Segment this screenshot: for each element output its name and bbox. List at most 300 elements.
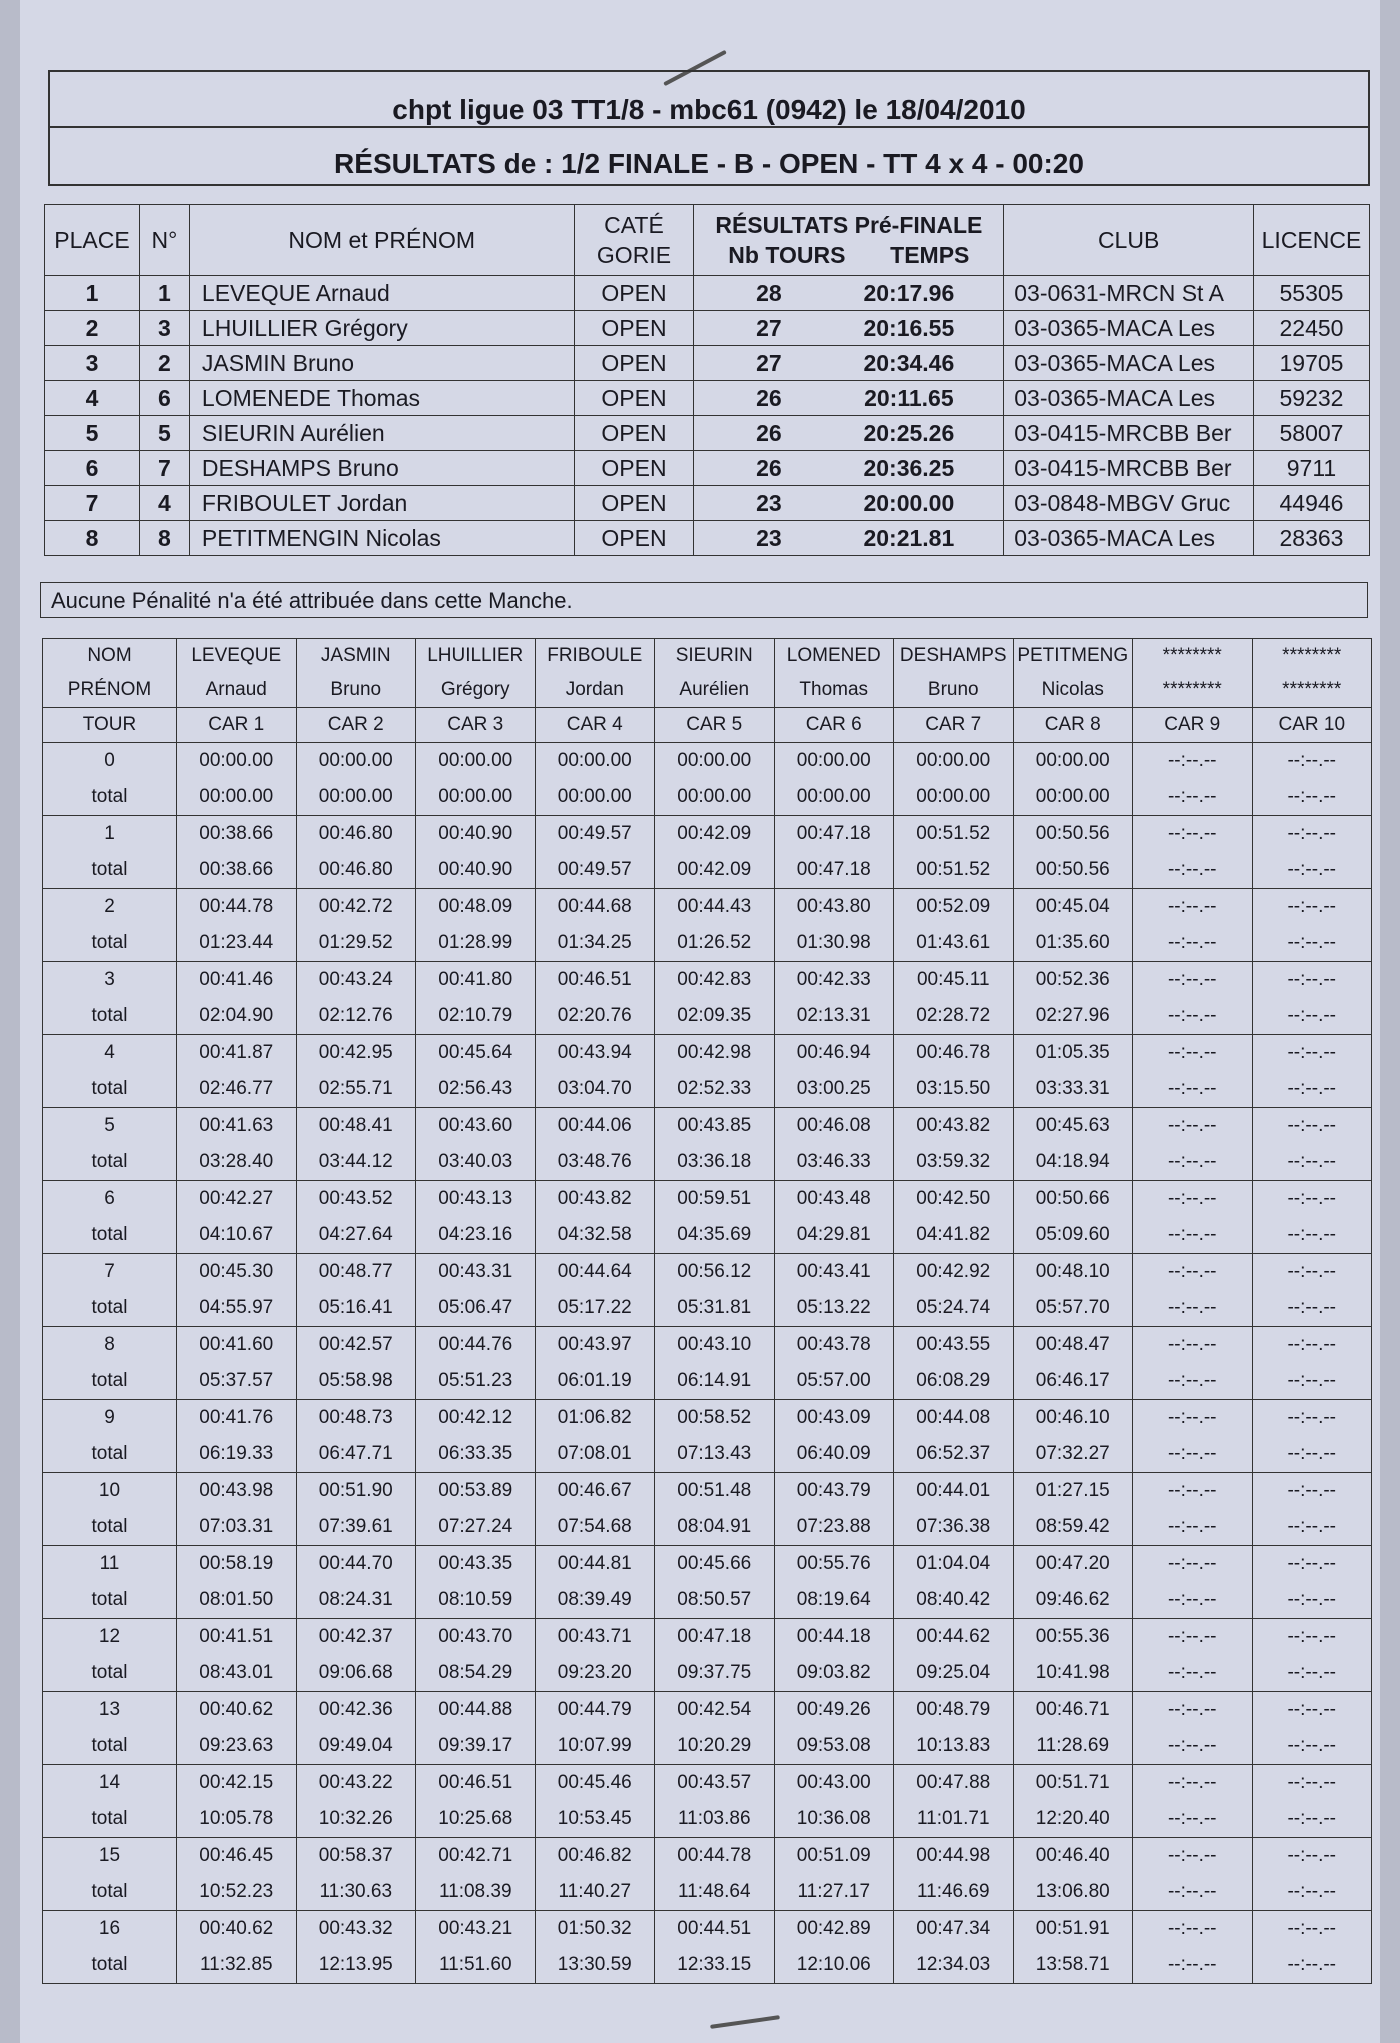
empty-time: --:--.-- [1252,1801,1372,1838]
lap-time: 00:43.10 [655,1327,775,1364]
lap-time: 00:48.73 [296,1400,416,1437]
lap-time-row [43,1035,1372,1072]
result-num: 8 [139,521,189,556]
lap-time: 00:45.66 [655,1546,775,1583]
lap-time-row [43,1765,1372,1802]
lap-time: 00:43.82 [894,1108,1014,1145]
col-prefinale-title: RÉSULTATS Pré-FINALE [715,212,983,238]
cumulative-time: 02:10.79 [416,998,536,1035]
empty-time: --:--.-- [1133,1363,1253,1400]
cumulative-time: 02:55.71 [296,1071,416,1108]
cumulative-time: 02:12.76 [296,998,416,1035]
empty-time: --:--.-- [1252,1290,1372,1327]
cumulative-time: 00:00.00 [177,779,297,816]
lap-time: 00:43.94 [535,1035,655,1072]
lap-time: 00:41.87 [177,1035,297,1072]
lap-time: 01:50.32 [535,1911,655,1948]
empty-time: --:--.-- [1133,998,1253,1035]
lap-time: 00:51.48 [655,1473,775,1510]
cumulative-time: 03:00.25 [774,1071,894,1108]
total-label: total [43,925,177,962]
result-place: 7 [45,486,140,521]
lap-time: 00:43.98 [177,1473,297,1510]
cumulative-time: 00:00.00 [535,779,655,816]
lap-time: 00:44.06 [535,1108,655,1145]
cumulative-time: 05:31.81 [655,1290,775,1327]
lap-time: 00:43.57 [655,1765,775,1802]
lap-total-row [43,1582,1372,1619]
lap-time: 00:41.46 [177,962,297,999]
lap-total-row [43,1217,1372,1254]
lap-time: 00:41.76 [177,1400,297,1437]
lap-time: 01:06.82 [535,1400,655,1437]
empty-time: --:--.-- [1252,1655,1372,1692]
result-row [45,346,1370,381]
empty-time: --:--.-- [1133,1071,1253,1108]
cumulative-time: 00:00.00 [655,779,775,816]
cumulative-time: 11:01.71 [894,1801,1014,1838]
cumulative-time: 12:13.95 [296,1947,416,1984]
lap-time: 00:42.89 [774,1911,894,1948]
total-label: total [43,1363,177,1400]
tour-number: 3 [43,962,177,999]
lap-time: 00:44.08 [894,1400,1014,1437]
cumulative-time: 06:46.17 [1013,1363,1133,1400]
lap-header-nom: ******** [1133,639,1253,674]
result-temps: 20:17.96 [863,279,955,306]
lap-header-car: CAR 3 [416,708,536,743]
lap-time-row [43,1108,1372,1145]
empty-time: --:--.-- [1252,1874,1372,1911]
result-tours [694,381,1004,416]
result-row [45,381,1370,416]
page-title: chpt ligue 03 TT1/8 - mbc61 (0942) le 18/04/2010 [392,94,1026,125]
lap-time-row [43,1546,1372,1583]
lap-time: 00:42.50 [894,1181,1014,1218]
lap-time: 00:38.66 [177,816,297,853]
cumulative-time: 11:08.39 [416,1874,536,1911]
col-tours: Nb TOURS [728,242,846,268]
cumulative-time: 07:54.68 [535,1509,655,1546]
result-tours [694,451,1004,486]
result-licence: 44946 [1253,486,1369,521]
penalty-note: Aucune Pénalité n'a été attribuée dans cette Manche. [40,582,1368,618]
empty-time: --:--.-- [1252,962,1372,999]
cumulative-time: 07:32.27 [1013,1436,1133,1473]
empty-time: --:--.-- [1133,1254,1253,1291]
col-prefinale [694,205,1004,276]
lap-time: 00:52.36 [1013,962,1133,999]
empty-time: --:--.-- [1133,1947,1253,1984]
cumulative-time: 05:57.00 [774,1363,894,1400]
lap-time: 00:47.34 [894,1911,1014,1948]
cumulative-time: 08:04.91 [655,1509,775,1546]
empty-time: --:--.-- [1133,1181,1253,1218]
lap-header-car: CAR 6 [774,708,894,743]
lap-time: 00:44.70 [296,1546,416,1583]
result-tours: 26 [756,454,782,481]
result-club: 03-0365-MACA Les [1004,311,1254,346]
result-row [45,486,1370,521]
lap-time: 00:45.11 [894,962,1014,999]
result-temps: 20:16.55 [863,314,955,341]
cumulative-time: 03:04.70 [535,1071,655,1108]
cumulative-time: 02:04.90 [177,998,297,1035]
empty-time: --:--.-- [1252,1582,1372,1619]
total-label: total [43,1509,177,1546]
empty-time: --:--.-- [1252,1728,1372,1765]
col-place: PLACE [45,205,140,276]
lap-time: 00:52.09 [894,889,1014,926]
lap-time: 00:43.09 [774,1400,894,1437]
cumulative-time: 11:28.69 [1013,1728,1133,1765]
cumulative-time: 10:36.08 [774,1801,894,1838]
cumulative-time: 11:32.85 [177,1947,297,1984]
lap-time: 00:44.18 [774,1619,894,1656]
cumulative-time: 00:46.80 [296,852,416,889]
lap-header-nom: DESHAMPS [894,639,1014,674]
lap-time: 00:43.41 [774,1254,894,1291]
empty-time: --:--.-- [1133,962,1253,999]
cumulative-time: 08:50.57 [655,1582,775,1619]
lap-header-nom: SIEURIN [655,639,775,674]
cumulative-time: 02:56.43 [416,1071,536,1108]
lap-time: 00:46.45 [177,1838,297,1875]
cumulative-time: 00:00.00 [296,779,416,816]
result-licence: 28363 [1253,521,1369,556]
result-num: 3 [139,311,189,346]
cumulative-time: 00:00.00 [894,779,1014,816]
result-place: 6 [45,451,140,486]
result-club: 03-0415-MRCBB Ber [1004,416,1254,451]
cumulative-time: 10:07.99 [535,1728,655,1765]
lap-time: 00:43.80 [774,889,894,926]
lap-time: 00:46.78 [894,1035,1014,1072]
tour-number: 14 [43,1765,177,1802]
tour-number: 10 [43,1473,177,1510]
tour-number: 15 [43,1838,177,1875]
lap-time: 01:04.04 [894,1546,1014,1583]
result-temps: 20:34.46 [863,349,955,376]
empty-time: --:--.-- [1133,1217,1253,1254]
empty-time: --:--.-- [1252,1947,1372,1984]
tour-number: 0 [43,743,177,780]
lap-total-row [43,1947,1372,1984]
lap-total-row [43,1363,1372,1400]
lap-row-label: PRÉNOM [43,673,177,708]
cumulative-time: 05:17.22 [535,1290,655,1327]
result-category: OPEN [574,451,694,486]
cumulative-time: 09:25.04 [894,1655,1014,1692]
cumulative-time: 07:23.88 [774,1509,894,1546]
result-temps: 20:11.65 [864,384,954,411]
result-row [45,416,1370,451]
empty-time: --:--.-- [1133,1546,1253,1583]
lap-time: 00:41.80 [416,962,536,999]
lap-time: 00:00.00 [894,743,1014,780]
empty-time: --:--.-- [1133,1728,1253,1765]
lap-time-row [43,1911,1372,1948]
lap-header-car: CAR 8 [1013,708,1133,743]
lap-total-row [43,998,1372,1035]
result-num: 2 [139,346,189,381]
cumulative-time: 00:40.90 [416,852,536,889]
cumulative-time: 05:06.47 [416,1290,536,1327]
lap-time: 00:46.67 [535,1473,655,1510]
result-temps: 20:00.00 [863,489,955,516]
lap-header-nom: LHUILLIER [416,639,536,674]
lap-time: 00:55.76 [774,1546,894,1583]
lap-time: 00:42.33 [774,962,894,999]
result-place: 2 [45,311,140,346]
cumulative-time: 12:34.03 [894,1947,1014,1984]
lap-time: 00:43.79 [774,1473,894,1510]
total-label: total [43,1290,177,1327]
result-name: DESHAMPS Bruno [189,451,574,486]
lap-time: 00:42.92 [894,1254,1014,1291]
col-club: CLUB [1004,205,1254,276]
lap-time: 00:43.82 [535,1181,655,1218]
cumulative-time: 11:27.17 [774,1874,894,1911]
cumulative-time: 02:13.31 [774,998,894,1035]
result-num: 5 [139,416,189,451]
lap-time: 00:41.60 [177,1327,297,1364]
cumulative-time: 13:06.80 [1013,1874,1133,1911]
lap-time: 00:44.62 [894,1619,1014,1656]
cumulative-time: 10:52.23 [177,1874,297,1911]
cumulative-time: 04:18.94 [1013,1144,1133,1181]
lap-time: 00:00.00 [296,743,416,780]
lap-total-row [43,1801,1372,1838]
lap-time: 00:40.62 [177,1692,297,1729]
lap-time: 00:50.56 [1013,816,1133,853]
result-tours: 27 [756,349,782,376]
cumulative-time: 05:51.23 [416,1363,536,1400]
lap-time: 00:58.37 [296,1838,416,1875]
lap-time: 00:43.60 [416,1108,536,1145]
total-label: total [43,852,177,889]
lap-header-car: CAR 5 [655,708,775,743]
lap-total-row [43,1509,1372,1546]
lap-time-row [43,1400,1372,1437]
empty-time: --:--.-- [1133,1108,1253,1145]
cumulative-time: 04:27.64 [296,1217,416,1254]
empty-time: --:--.-- [1133,779,1253,816]
cumulative-time: 03:15.50 [894,1071,1014,1108]
cumulative-time: 05:57.70 [1013,1290,1133,1327]
total-label: total [43,998,177,1035]
lap-time: 00:51.91 [1013,1911,1133,1948]
cumulative-time: 08:59.42 [1013,1509,1133,1546]
result-club: 03-0365-MACA Les [1004,346,1254,381]
cumulative-time: 01:34.25 [535,925,655,962]
result-tours [694,416,1004,451]
lap-time: 00:55.36 [1013,1619,1133,1656]
result-name: LEVEQUE Arnaud [189,276,574,311]
lap-time: 00:51.90 [296,1473,416,1510]
result-club: 03-0848-MBGV Gruc [1004,486,1254,521]
cumulative-time: 10:32.26 [296,1801,416,1838]
total-label: total [43,1582,177,1619]
lap-time: 00:43.70 [416,1619,536,1656]
lap-time: 00:48.10 [1013,1254,1133,1291]
lap-time: 00:50.66 [1013,1181,1133,1218]
lap-header-prenom: Bruno [894,673,1014,708]
cumulative-time: 05:09.60 [1013,1217,1133,1254]
cumulative-time: 13:30.59 [535,1947,655,1984]
empty-time: --:--.-- [1133,1473,1253,1510]
header-box [48,70,1370,186]
lap-header-nom: LEVEQUE [177,639,297,674]
empty-time: --:--.-- [1133,1838,1253,1875]
empty-time: --:--.-- [1252,1619,1372,1656]
cumulative-time: 00:42.09 [655,852,775,889]
empty-time: --:--.-- [1252,1217,1372,1254]
cumulative-time: 03:36.18 [655,1144,775,1181]
lap-time: 00:43.00 [774,1765,894,1802]
empty-time: --:--.-- [1252,925,1372,962]
empty-time: --:--.-- [1133,925,1253,962]
empty-time: --:--.-- [1133,1509,1253,1546]
empty-time: --:--.-- [1252,779,1372,816]
lap-time: 00:44.79 [535,1692,655,1729]
lap-header-car: CAR 2 [296,708,416,743]
cumulative-time: 08:39.49 [535,1582,655,1619]
tour-number: 8 [43,1327,177,1364]
lap-time: 00:46.71 [1013,1692,1133,1729]
total-label: total [43,1071,177,1108]
cumulative-time: 09:23.20 [535,1655,655,1692]
col-category-line1: CATÉ [604,212,664,238]
empty-time: --:--.-- [1133,1144,1253,1181]
cumulative-time: 08:54.29 [416,1655,536,1692]
lap-header-prenom: Grégory [416,673,536,708]
cumulative-time: 06:19.33 [177,1436,297,1473]
result-licence: 9711 [1253,451,1369,486]
tour-number: 12 [43,1619,177,1656]
empty-time: --:--.-- [1133,889,1253,926]
cumulative-time: 07:03.31 [177,1509,297,1546]
lap-time-row [43,1692,1372,1729]
empty-time: --:--.-- [1133,1801,1253,1838]
empty-time: --:--.-- [1252,1254,1372,1291]
col-temps: TEMPS [890,242,970,268]
cumulative-time: 10:41.98 [1013,1655,1133,1692]
lap-time: 01:27.15 [1013,1473,1133,1510]
lap-header-nom: LOMENED [774,639,894,674]
lap-time: 00:44.88 [416,1692,536,1729]
lap-time: 00:56.12 [655,1254,775,1291]
total-label: total [43,779,177,816]
tour-number: 4 [43,1035,177,1072]
tour-number: 1 [43,816,177,853]
cumulative-time: 07:13.43 [655,1436,775,1473]
lap-time: 00:51.09 [774,1838,894,1875]
result-num: 6 [139,381,189,416]
cumulative-time: 03:28.40 [177,1144,297,1181]
lap-time: 00:45.64 [416,1035,536,1072]
cumulative-time: 02:52.33 [655,1071,775,1108]
empty-time: --:--.-- [1133,1619,1253,1656]
lap-time: 00:00.00 [177,743,297,780]
result-category: OPEN [574,381,694,416]
lap-total-row [43,1874,1372,1911]
tour-number: 13 [43,1692,177,1729]
lap-header-nom: PETITMENG [1013,639,1133,674]
lap-time-row [43,1619,1372,1656]
tour-number: 11 [43,1546,177,1583]
lap-total-row [43,925,1372,962]
cumulative-time: 05:58.98 [296,1363,416,1400]
lap-time: 00:42.95 [296,1035,416,1072]
result-category: OPEN [574,311,694,346]
lap-time: 00:48.09 [416,889,536,926]
empty-time: --:--.-- [1252,1144,1372,1181]
lap-time: 00:44.78 [655,1838,775,1875]
result-tours: 27 [756,314,782,341]
lap-header-car: CAR 10 [1252,708,1372,743]
lap-time: 00:44.76 [416,1327,536,1364]
col-category-line2: GORIE [596,242,672,268]
cumulative-time: 00:00.00 [416,779,536,816]
total-label: total [43,1436,177,1473]
lap-time: 00:42.27 [177,1181,297,1218]
empty-time: --:--.-- [1252,1838,1372,1875]
lap-time: 00:42.15 [177,1765,297,1802]
result-tours: 23 [756,489,782,516]
lap-row-label: TOUR [43,708,177,743]
lap-time-row [43,1254,1372,1291]
cumulative-time: 06:33.35 [416,1436,536,1473]
cumulative-time: 03:46.33 [774,1144,894,1181]
lap-time: 00:59.51 [655,1181,775,1218]
empty-time: --:--.-- [1252,1911,1372,1948]
cumulative-time: 00:00.00 [774,779,894,816]
lap-time: 00:44.43 [655,889,775,926]
lap-time: 00:45.04 [1013,889,1133,926]
empty-time: --:--.-- [1133,1874,1253,1911]
cumulative-time: 03:59.32 [894,1144,1014,1181]
empty-time: --:--.-- [1252,1436,1372,1473]
lap-header-nom: FRIBOULE [535,639,655,674]
result-place: 1 [45,276,140,311]
cumulative-time: 02:20.76 [535,998,655,1035]
lap-time: 00:44.64 [535,1254,655,1291]
cumulative-time: 05:37.57 [177,1363,297,1400]
result-temps: 20:21.81 [863,524,955,551]
cumulative-time: 11:30.63 [296,1874,416,1911]
tour-number: 2 [43,889,177,926]
result-name: PETITMENGIN Nicolas [189,521,574,556]
empty-time: --:--.-- [1133,743,1253,780]
lap-time: 00:43.22 [296,1765,416,1802]
cumulative-time: 09:53.08 [774,1728,894,1765]
result-licence: 59232 [1253,381,1369,416]
total-label: total [43,1947,177,1984]
result-temps: 20:25.26 [863,419,955,446]
cumulative-time: 01:23.44 [177,925,297,962]
lap-total-row [43,852,1372,889]
lap-time: 00:00.00 [1013,743,1133,780]
cumulative-time: 09:03.82 [774,1655,894,1692]
empty-time: --:--.-- [1252,743,1372,780]
cumulative-time: 09:37.75 [655,1655,775,1692]
lap-time: 00:43.97 [535,1327,655,1364]
lap-time: 00:46.10 [1013,1400,1133,1437]
page-subtitle: RÉSULTATS de : 1/2 FINALE - B - OPEN - TT 4 x 4 - 00:20 [334,148,1084,179]
cumulative-time: 08:01.50 [177,1582,297,1619]
lap-time: 00:42.12 [416,1400,536,1437]
